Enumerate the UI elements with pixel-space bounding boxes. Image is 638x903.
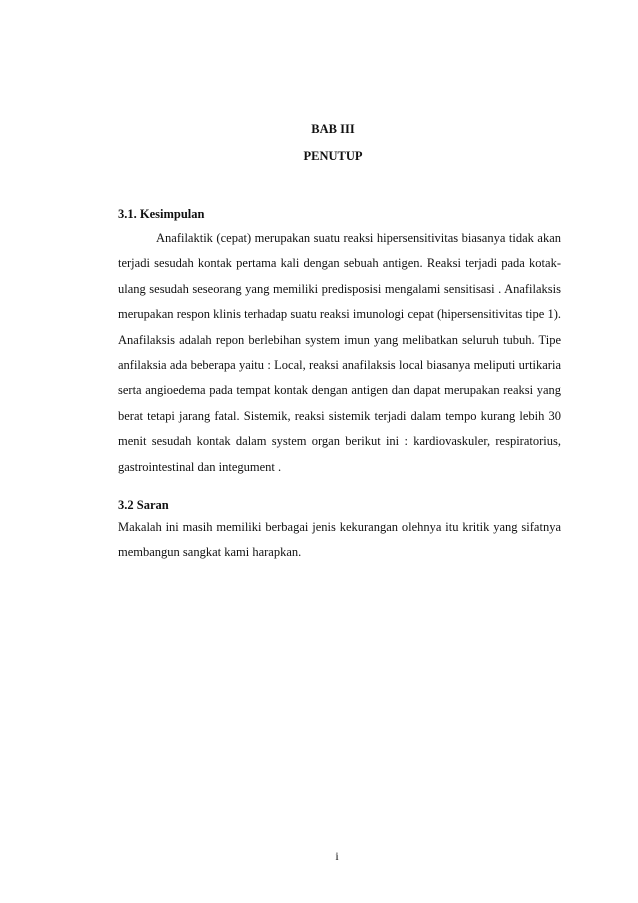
section-heading-kesimpulan: 3.1. Kesimpulan (118, 207, 205, 221)
section-heading-saran: 3.2 Saran (118, 498, 169, 512)
chapter-title: PENUTUP (303, 149, 363, 163)
page-number: i (335, 849, 339, 863)
section-body-kesimpulan: Anafilaktik (cepat) merupakan suatu reaksi hipersensitivitas biasanya tidak akan terjadi sesudah kontak pertama kali dengan sebuah antigen. Reaksi terjadi pada kotak-ulang sesudah seseorang yang memiliki predisposisi mengalami sensitisasi . Anafilaksis merupakan respon klinis terhadap suatu reaksi imunologi cepat (hipersensitivitas tipe 1). Anafilaksis adalah repon berlebihan system imun yang melibatkan seluruh tubuh. Tipe anfilaksia ada beberapa yaitu : Local, reaksi anafilaksis local biasanya meliputi urtikaria serta angioedema pada tempat kontak dengan antigen dan dapat merupakan reaksi yang berat tetapi jarang fatal. Sistemik, reaksi sistemik terjadi dalam tempo kurang lebih 30 menit sesudah kontak dalam system organ berikut ini : kardiovaskuler, respiratorius, gastrointestinal dan integument . (118, 231, 561, 474)
chapter-number: BAB III (311, 122, 355, 136)
section-body-saran: Makalah ini masih memiliki berbagai jenis kekurangan olehnya itu kritik yang sifatnya membangun sangkat kami harapkan. (118, 520, 561, 560)
